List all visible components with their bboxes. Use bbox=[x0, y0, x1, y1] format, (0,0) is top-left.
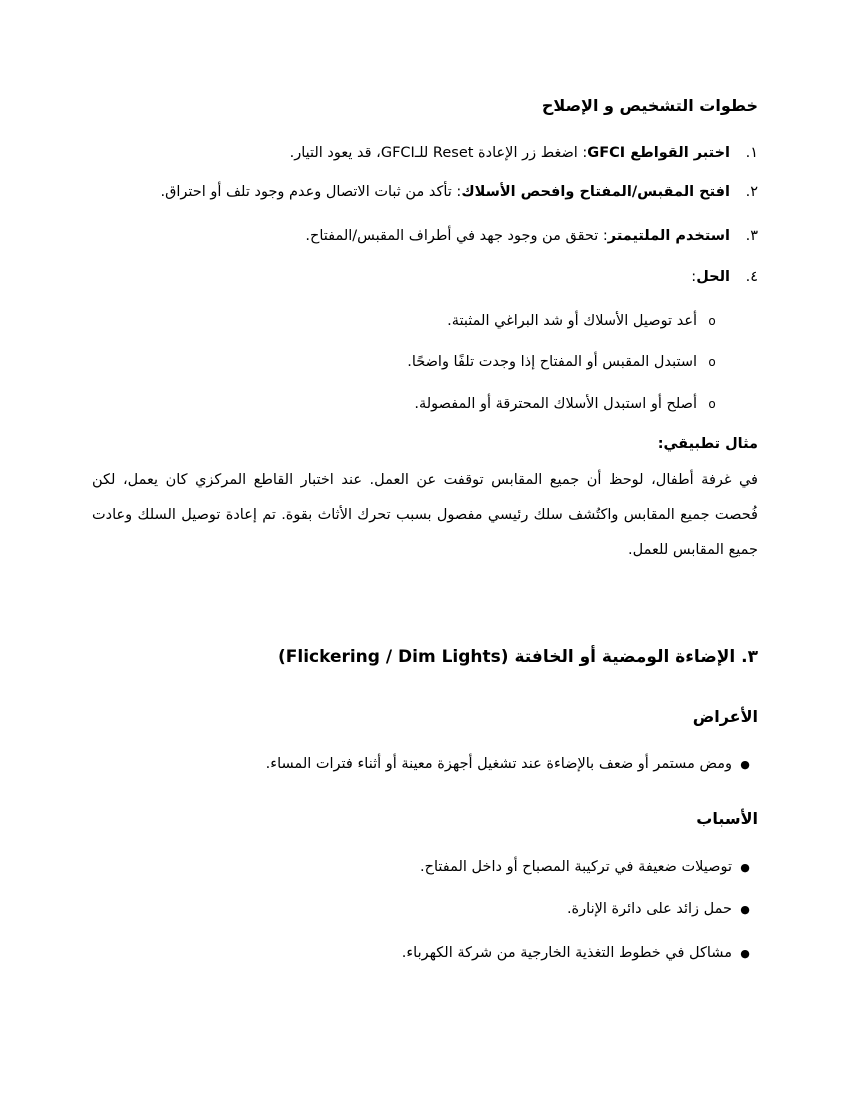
step-number: ٢. bbox=[745, 184, 758, 200]
solution-item bbox=[447, 311, 727, 331]
step-2 bbox=[161, 182, 758, 202]
troubleshooting-heading: خطوات التشخيص و الإصلاح bbox=[541, 96, 758, 115]
step-text: : bbox=[691, 269, 697, 285]
step-text: : اضغط زر الإعادة Reset للـGFCI، قد يعود التيار. bbox=[289, 145, 588, 161]
causes-heading: الأسباب bbox=[696, 809, 758, 828]
symptom-item bbox=[266, 754, 758, 775]
circle-bullet-icon: o bbox=[708, 355, 716, 369]
circle-bullet-icon: o bbox=[708, 397, 716, 411]
example-heading: مثال تطبيقي: bbox=[657, 436, 758, 452]
step-text: : تأكد من ثبات الاتصال وعدم وجود تلف أو احتراق. bbox=[160, 184, 462, 200]
cause-text: توصيلات ضعيفة في تركيبة المصباح أو داخل المفتاح. bbox=[420, 859, 732, 875]
step-title: استخدم الملتيمتر bbox=[607, 228, 730, 244]
step-text: : تحقق من وجود جهد في أطراف المقبس/المفتاح. bbox=[305, 228, 608, 244]
circle-bullet-icon: o bbox=[708, 314, 716, 328]
step-4 bbox=[691, 267, 758, 287]
solution-item bbox=[407, 352, 727, 372]
step-number: ٣. bbox=[745, 228, 758, 244]
solution-text: استبدل المقبس أو المفتاح إذا وجدت تلفًا واضحًا. bbox=[407, 354, 697, 370]
cause-text: حمل زائد على دائرة الإنارة. bbox=[566, 901, 732, 917]
step-3 bbox=[305, 226, 758, 246]
solution-text: أعد توصيل الأسلاك أو شد البراغي المثبتة. bbox=[447, 313, 697, 329]
bullet-icon: ● bbox=[740, 903, 750, 916]
step-number: ٤. bbox=[745, 269, 758, 285]
cause-item bbox=[567, 899, 758, 920]
step-title: افتح المقبس/المفتاح وافحص الأسلاك bbox=[461, 184, 730, 200]
solution-text: أصلح أو استبدل الأسلاك المحترقة أو المفصولة. bbox=[414, 396, 697, 412]
bullet-icon: ● bbox=[740, 861, 750, 874]
section-3-title: ٣. الإضاءة الومضية أو الخافتة (Flickering / Dim Lights) bbox=[277, 647, 758, 667]
example-paragraph: في غرفة أطفال، لوحظ أن جميع المقابس توقفت عن العمل. عند اختبار القاطع المركزي كان يعمل، لكن فُحصت جميع المقابس واكتُشف سلك رئيسي مفصول بسبب تحرك الأثاث بقوة. تم إعادة توصيل السلك وعادت جميع المقابس للعمل. bbox=[92, 472, 758, 558]
step-title: اختبر القواطع GFCI bbox=[587, 145, 730, 161]
symptoms-heading: الأعراض bbox=[692, 707, 758, 726]
bullet-icon: ● bbox=[740, 758, 750, 771]
step-title: الحل bbox=[696, 269, 730, 285]
cause-item bbox=[402, 943, 758, 964]
bullet-icon: ● bbox=[740, 947, 750, 960]
step-1 bbox=[290, 143, 758, 163]
cause-item bbox=[420, 857, 758, 878]
step-number: ١. bbox=[745, 145, 758, 161]
symptom-text: ومض مستمر أو ضعف بالإضاءة عند تشغيل أجهزة معينة أو أثناء فترات المساء. bbox=[265, 756, 732, 772]
solution-item bbox=[414, 394, 727, 414]
cause-text: مشاكل في خطوط التغذية الخارجية من شركة الكهرباء. bbox=[401, 945, 732, 961]
